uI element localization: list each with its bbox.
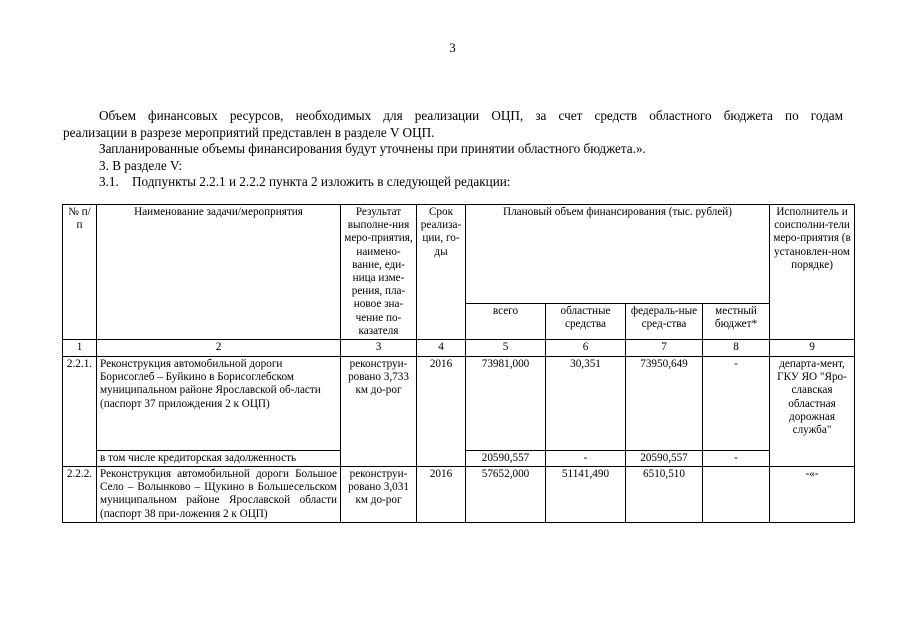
row-local: - <box>703 357 770 451</box>
row-name <box>97 357 341 451</box>
index-cell: 6 <box>546 340 626 357</box>
index-cell: 3 <box>341 340 417 357</box>
paragraph-2: Запланированные объемы финансирования будут уточнены при принятии областного бюджета.». <box>99 141 646 156</box>
row-federal: 73950,649 <box>626 357 703 451</box>
header-term: Срок реализа-ции, го-ды <box>417 205 466 340</box>
subrow-label: в том числе кредиторская задолженность <box>97 450 341 466</box>
row-federal: 6510,510 <box>626 467 703 523</box>
index-cell: 2 <box>97 340 341 357</box>
financing-table <box>62 204 855 523</box>
header-federal: федераль-ные сред-ства <box>626 304 703 340</box>
row-name-text: Реконструкция автомобильной дороги Борисоглеб – Буйкино в Борисоглебском муниципальном районе Ярославской об-ласти <box>100 358 321 397</box>
index-cell: 1 <box>63 340 97 357</box>
header-result: Результат выполне-ния меро-приятия, наимено-вание, еди-ница изме-рения, пла-новое зна-чение по-казателя <box>341 205 417 340</box>
row-result: реконструи-ровано 3,733 км до-рог <box>341 357 417 467</box>
row-regional: 51141,490 <box>546 467 626 523</box>
row-num: 2.2.2. <box>63 467 97 523</box>
row-name: Реконструкция автомобильной дороги Большое Село – Волынково – Щукино в Большесельском муниципальном районе Ярославской области (паспорт 38 при-ложения 2 к ОЦП) <box>97 467 341 523</box>
row-executor: департа-мент, ГКУ ЯО "Яро-славская областная дорожная служба" <box>770 357 855 467</box>
header-num: № п/п <box>63 205 97 340</box>
body-text <box>63 108 843 191</box>
row-num: 2.2.1. <box>63 357 97 467</box>
subrow-federal: 20590,557 <box>626 450 703 466</box>
header-local: местный бюджет* <box>703 304 770 340</box>
page-number: 3 <box>449 40 456 55</box>
index-cell: 9 <box>770 340 855 357</box>
row-term: 2016 <box>417 357 466 467</box>
header-total: всего <box>466 304 546 340</box>
row-total: 73981,000 <box>466 357 546 451</box>
row-spacer <box>100 411 337 449</box>
index-cell: 5 <box>466 340 546 357</box>
row-result: реконструи-ровано 3,031 км до-рог <box>341 467 417 523</box>
header-name: Наименование задачи/мероприятия <box>97 205 341 340</box>
row-total: 57652,000 <box>466 467 546 523</box>
row-name-passport: (паспорт 37 прилождения 2 к ОЦП) <box>100 397 270 410</box>
row-regional: 30,351 <box>546 357 626 451</box>
row-term: 2016 <box>417 467 466 523</box>
paragraph-3: 3. В разделе V: <box>99 157 183 173</box>
paragraph-4: 3.1. Подпункты 2.2.1 и 2.2.2 пункта 2 изложить в следующей редакции: <box>99 174 511 189</box>
index-row <box>63 340 855 357</box>
row-executor: -«- <box>770 467 855 523</box>
table-row <box>63 467 855 523</box>
table-row <box>63 357 855 451</box>
paragraph-1-cont: реализации в разрезе мероприятий представлен в разделе V ОЦП. <box>63 124 435 140</box>
index-cell: 8 <box>703 340 770 357</box>
index-cell: 4 <box>417 340 466 357</box>
header-row-1 <box>63 205 855 304</box>
subrow-local: - <box>703 450 770 466</box>
paragraph-1: Объем финансовых ресурсов, необходимых для реализации ОЦП, за счет средств областного бюджета по годам <box>99 108 843 123</box>
row-local <box>703 467 770 523</box>
subrow-total: 20590,557 <box>466 450 546 466</box>
index-cell: 7 <box>626 340 703 357</box>
header-plan: Плановый объем финансирования (тыс. рублей) <box>466 205 770 304</box>
header-regional: областные средства <box>546 304 626 340</box>
subrow-regional: - <box>546 450 626 466</box>
header-executor: Исполнитель и соисполни-тели меро-приятия (в установлен-ном порядке) <box>770 205 855 340</box>
